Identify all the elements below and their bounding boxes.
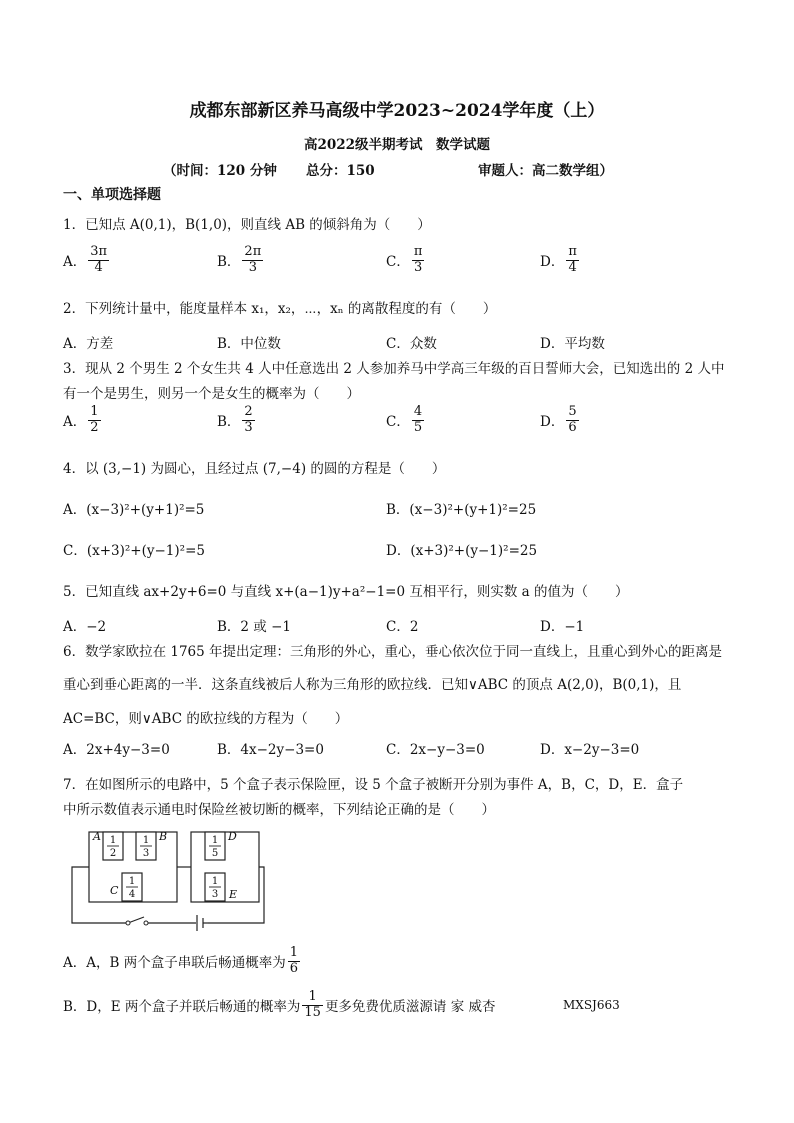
q5-option-b[interactable]: B．2 或 −1 xyxy=(217,619,291,635)
fraction-numerator: 1 xyxy=(289,945,298,960)
q2-option-a[interactable]: A．方差 xyxy=(63,336,114,352)
q2-option-c[interactable]: C．众数 xyxy=(386,336,437,352)
box-e-numerator: 1 xyxy=(211,876,219,887)
fraction-denominator: 5 xyxy=(413,419,423,435)
q5-option-c[interactable]: C．2 xyxy=(386,619,419,635)
box-d-denominator: 5 xyxy=(211,848,219,859)
exam-setter: 审题人：高二数学组） xyxy=(478,163,613,179)
q1-option-b[interactable] xyxy=(217,245,265,276)
q5-option-d[interactable]: D．−1 xyxy=(540,619,585,635)
box-d-numerator: 1 xyxy=(211,835,219,846)
fraction-numerator: 2π xyxy=(244,244,262,259)
watermark-text: 更多免费优质滋源请 家 威杏 xyxy=(324,999,496,1016)
question-3-stem-line1: 3．现从 2 个男生 2 个女生共 4 人中任意选出 2 人参加养马中学高三年级的百日誓师大会，已知选出的 2 人中 xyxy=(63,361,725,377)
q6-option-d[interactable]: D．x−2y−3=0 xyxy=(540,742,640,758)
fraction-numerator: 5 xyxy=(568,404,577,419)
question-6-stem-line3: AC=BC，则∨ABC 的欧拉线的方程为（ ） xyxy=(63,711,349,727)
question-7-stem-line1: 7．在如图所示的电路中，5 个盒子表示保险匣，设 5 个盒子被断开分别为事件 A，B，C，D，E．盒子 xyxy=(63,777,684,793)
fraction-denominator: 3 xyxy=(244,419,253,435)
q6-option-a[interactable]: A．2x+4y−3=0 xyxy=(63,742,170,758)
fraction-denominator: 4 xyxy=(94,259,103,275)
question-2-stem: 2．下列统计量中，能度量样本 x₁，x₂，⋯，xₙ 的离散程度的有（ ） xyxy=(63,301,497,317)
label-c: C xyxy=(110,884,119,897)
q3-option-a[interactable] xyxy=(63,405,103,436)
fraction-numerator: 2 xyxy=(244,404,253,419)
fraction-denominator: 6 xyxy=(289,960,298,976)
question-6-stem-line1: 6．数学家欧拉在 1765 年提出定理：三角形的外心，重心，垂心依次位于同一直线上，且重心到外心的距离是 xyxy=(63,644,723,660)
box-b-denominator: 3 xyxy=(142,848,150,859)
fraction-numerator: 4 xyxy=(413,404,423,419)
question-4-stem: 4．以 (3,−1) 为圆心，且经过点 (7,−4) 的圆的方程是（ ） xyxy=(63,461,446,477)
watermark-code: MXSJ663 xyxy=(563,998,620,1012)
q2-option-d[interactable]: D．平均数 xyxy=(540,336,605,352)
fraction-denominator: 2 xyxy=(90,419,99,435)
box-b-numerator: 1 xyxy=(142,835,150,846)
q2-option-b[interactable]: B．中位数 xyxy=(217,336,281,352)
question-5-stem: 5．已知直线 ax+2y+6=0 与直线 x+(a−1)y+a²−1=0 互相平行，则实数 a 的值为（ ） xyxy=(63,584,629,600)
fraction-denominator: 6 xyxy=(568,419,577,435)
box-c-numerator: 1 xyxy=(128,876,136,887)
box-c-denominator: 4 xyxy=(128,889,136,900)
option-label: B． xyxy=(217,414,241,431)
option-label: B． xyxy=(217,254,241,271)
q4-option-b[interactable]: B．(x−3)²+(y+1)²=25 xyxy=(386,502,537,518)
exam-total-score: 总分：150 xyxy=(306,163,375,179)
q6-option-c[interactable]: C．2x−y−3=0 xyxy=(386,742,485,758)
box-e-denominator: 3 xyxy=(211,889,219,900)
q1-option-c[interactable] xyxy=(386,245,426,276)
box-a-numerator: 1 xyxy=(109,835,117,846)
circuit-diagram xyxy=(66,826,270,932)
section-heading: 一、单项选择题 xyxy=(63,187,161,203)
option-label: A． xyxy=(63,254,87,271)
question-7-stem-line2: 中所示数值表示通电时保险丝被切断的概率，下列结论正确的是（ ） xyxy=(63,802,495,818)
fraction-denominator: 3 xyxy=(413,259,423,275)
q7-option-b[interactable] xyxy=(63,990,496,1021)
label-e: E xyxy=(229,888,238,901)
q1-option-a[interactable] xyxy=(63,245,111,276)
q7-option-a[interactable] xyxy=(63,946,302,977)
label-b: B xyxy=(159,830,168,843)
q5-option-a[interactable]: A．−2 xyxy=(63,619,107,635)
option-label: C． xyxy=(386,254,410,271)
label-d: D xyxy=(228,830,237,843)
q3-option-c[interactable] xyxy=(386,405,426,436)
box-a-denominator: 2 xyxy=(109,848,117,859)
fraction-numerator: π xyxy=(413,244,423,259)
option-label: D． xyxy=(540,414,565,431)
option-text: B．D，E 两个盒子并联后畅通的概率为 xyxy=(63,999,301,1016)
fraction-numerator: 3π xyxy=(90,244,108,259)
question-3-stem-line2: 有一个是男生，则另一个是女生的概率为（ ） xyxy=(63,386,360,402)
question-6-stem-line2: 重心到垂心距离的一半．这条直线被后人称为三角形的欧拉线．已知∨ABC 的顶点 A(2,0)，B(0,1)，且 xyxy=(63,677,682,693)
q4-option-c[interactable]: C．(x+3)²+(y−1)²=5 xyxy=(63,543,205,559)
q3-option-b[interactable] xyxy=(217,405,257,436)
q4-option-d[interactable]: D．(x+3)²+(y−1)²=25 xyxy=(386,543,538,559)
label-a: A xyxy=(93,830,101,843)
fraction-denominator: 4 xyxy=(568,259,577,275)
fraction-numerator: π xyxy=(568,244,577,259)
q6-option-b[interactable]: B．4x−2y−3=0 xyxy=(217,742,324,758)
option-text: A．A，B 两个盒子串联后畅通概率为 xyxy=(63,955,286,972)
question-1-stem: 1．已知点 A(0,1)，B(1,0)，则直线 AB 的倾斜角为（ ） xyxy=(63,217,431,233)
option-label: C． xyxy=(386,414,410,431)
exam-time: （时间：120 分钟 xyxy=(163,163,277,179)
fraction-numerator: 1 xyxy=(90,404,99,419)
fraction-numerator: 1 xyxy=(302,990,323,1006)
fraction-denominator: 15 xyxy=(304,1004,321,1020)
exam-subtitle: 高2022级半期考试 数学试题 xyxy=(303,137,491,153)
fraction-denominator: 3 xyxy=(248,259,257,275)
option-label: D． xyxy=(540,254,565,271)
q3-option-d[interactable] xyxy=(540,405,581,436)
exam-title: 成都东部新区养马高级中学2023~2024学年度（上） xyxy=(189,101,605,121)
q4-option-a[interactable]: A．(x−3)²+(y+1)²=5 xyxy=(63,502,205,518)
option-label: A． xyxy=(63,414,87,431)
q1-option-d[interactable] xyxy=(540,245,581,276)
